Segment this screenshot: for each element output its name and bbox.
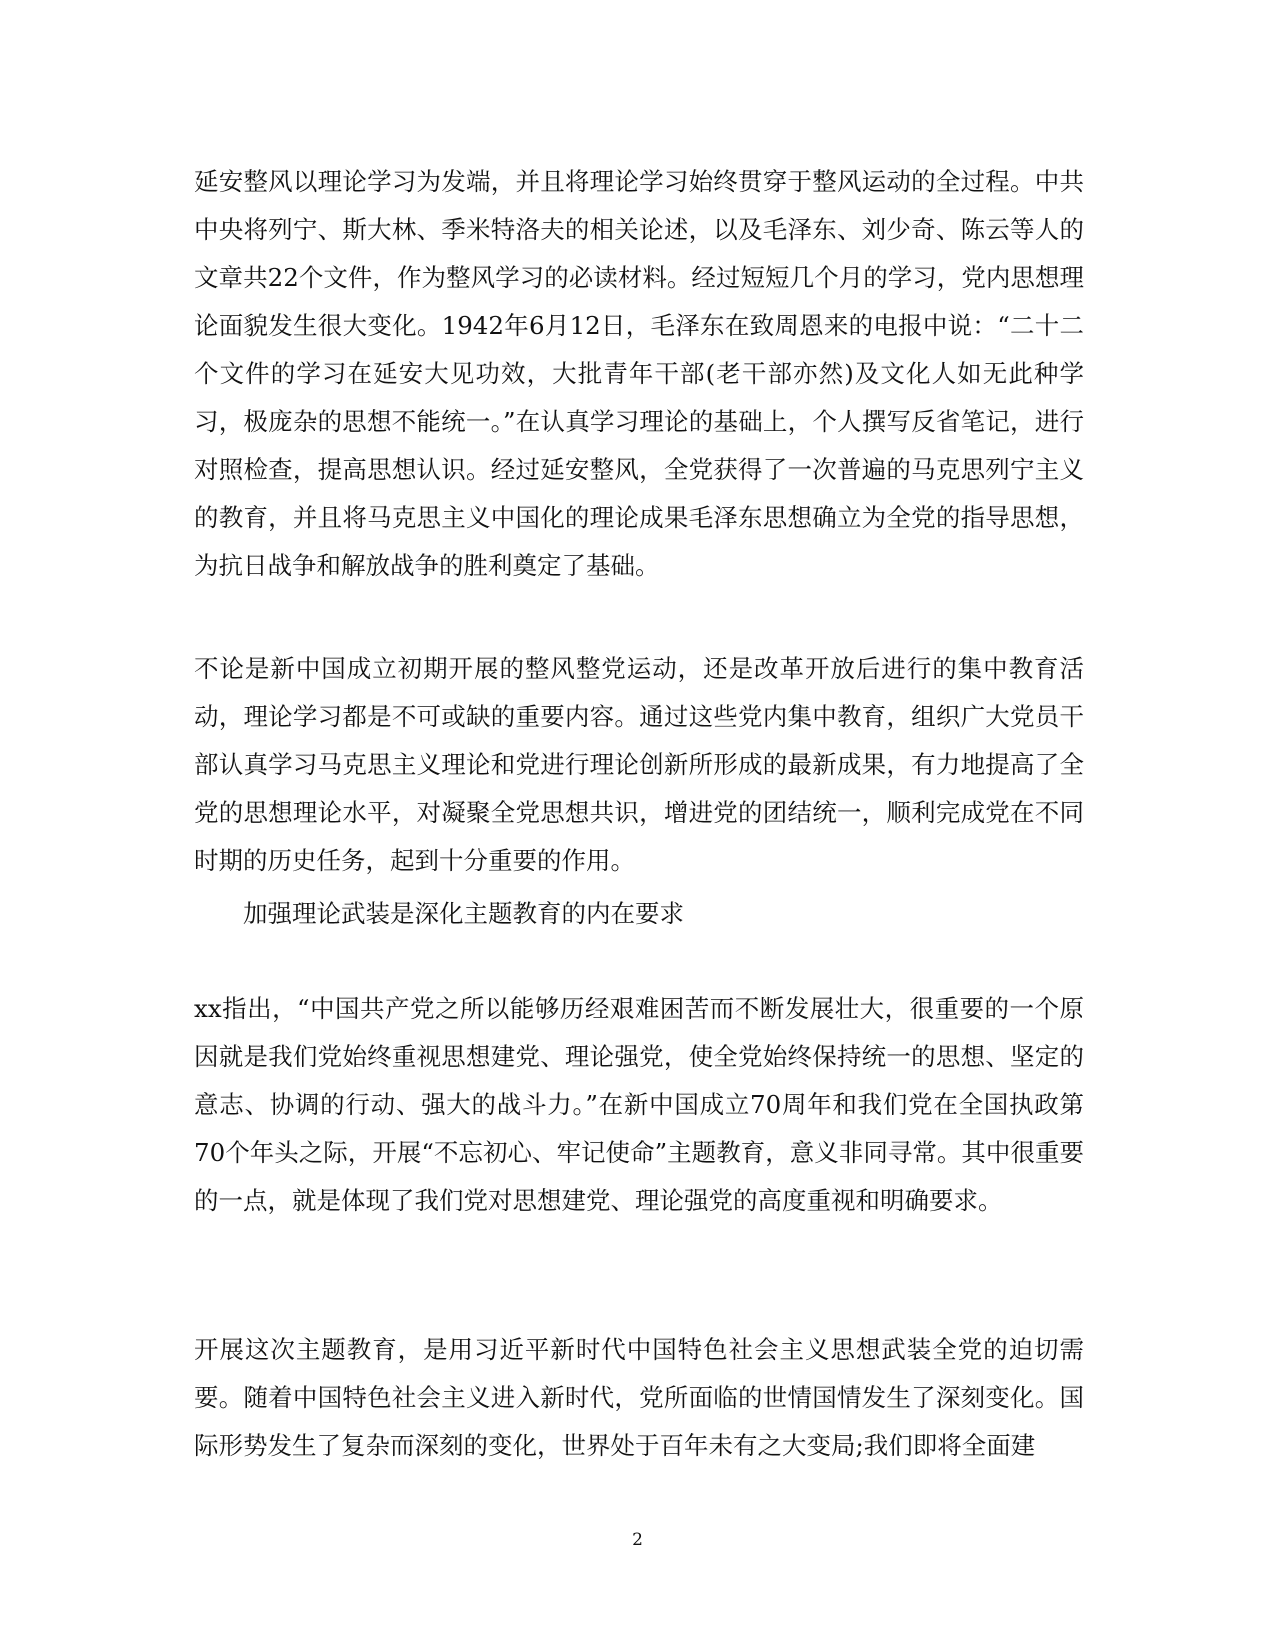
section-heading: 加强理论武装是深化主题教育的内在要求 [243,899,684,928]
page-number: 2 [632,1530,643,1550]
paragraph-yanan-rectification: 延安整风以理论学习为发端，并且将理论学习始终贯穿于整风运动的全过程。中共中央将列宁、斯大林、季米特洛夫的相关论述，以及毛泽东、刘少奇、陈云等人的文章共22个文件，作为整风学习的必读材料。经过短短几个月的学习，党内思想理论面貌发生很大变化。1942年6月12日，毛泽东在致周恩来的电报中说：“二十二个文件的学习在延安大见功效，大批青年干部(老干部亦然)及文化人如无此种学习，极庞杂的思想不能统一。”在认真学习理论的基础上，个人撰写反省笔记，进行对照检查，提高思想认识。经过延安整风，全党获得了一次普遍的马克思列宁主义的教育，并且将马克思主义中国化的理论成果毛泽东思想确立为全党的指导思想，为抗日战争和解放战争的胜利奠定了基础。 [194,167,1084,580]
paragraph-theory-study: 不论是新中国成立初期开展的整风整党运动，还是改革开放后进行的集中教育活动，理论学习都是不可或缺的重要内容。通过这些党内集中教育，组织广大党员干部认真学习马克思主义理论和党进行理论创新所形成的最新成果，有力地提高了全党的思想理论水平，对凝聚全党思想共识，增进党的团结统一，顺利完成党在不同时期的历史任务，起到十分重要的作用。 [194,654,1084,875]
paragraph-theme-education: 开展这次主题教育，是用习近平新时代中国特色社会主义思想武装全党的迫切需要。随着中国特色社会主义进入新时代，党所面临的世情国情发生了深刻变化。国际形势发生了复杂而深刻的变化，世界处于百年未有之大变局;我们即将全面建 [194,1335,1084,1460]
paragraph-party-building: xx指出，“中国共产党之所以能够历经艰难困苦而不断发展壮大，很重要的一个原因就是我们党始终重视思想建党、理论强党，使全党始终保持统一的思想、坚定的意志、协调的行动、强大的战斗力。”在新中国成立70周年和我们党在全国执政第70个年头之际，开展“不忘初心、牢记使命”主题教育，意义非同寻常。其中很重要的一点，就是体现了我们党对思想建党、理论强党的高度重视和明确要求。 [194,994,1084,1215]
